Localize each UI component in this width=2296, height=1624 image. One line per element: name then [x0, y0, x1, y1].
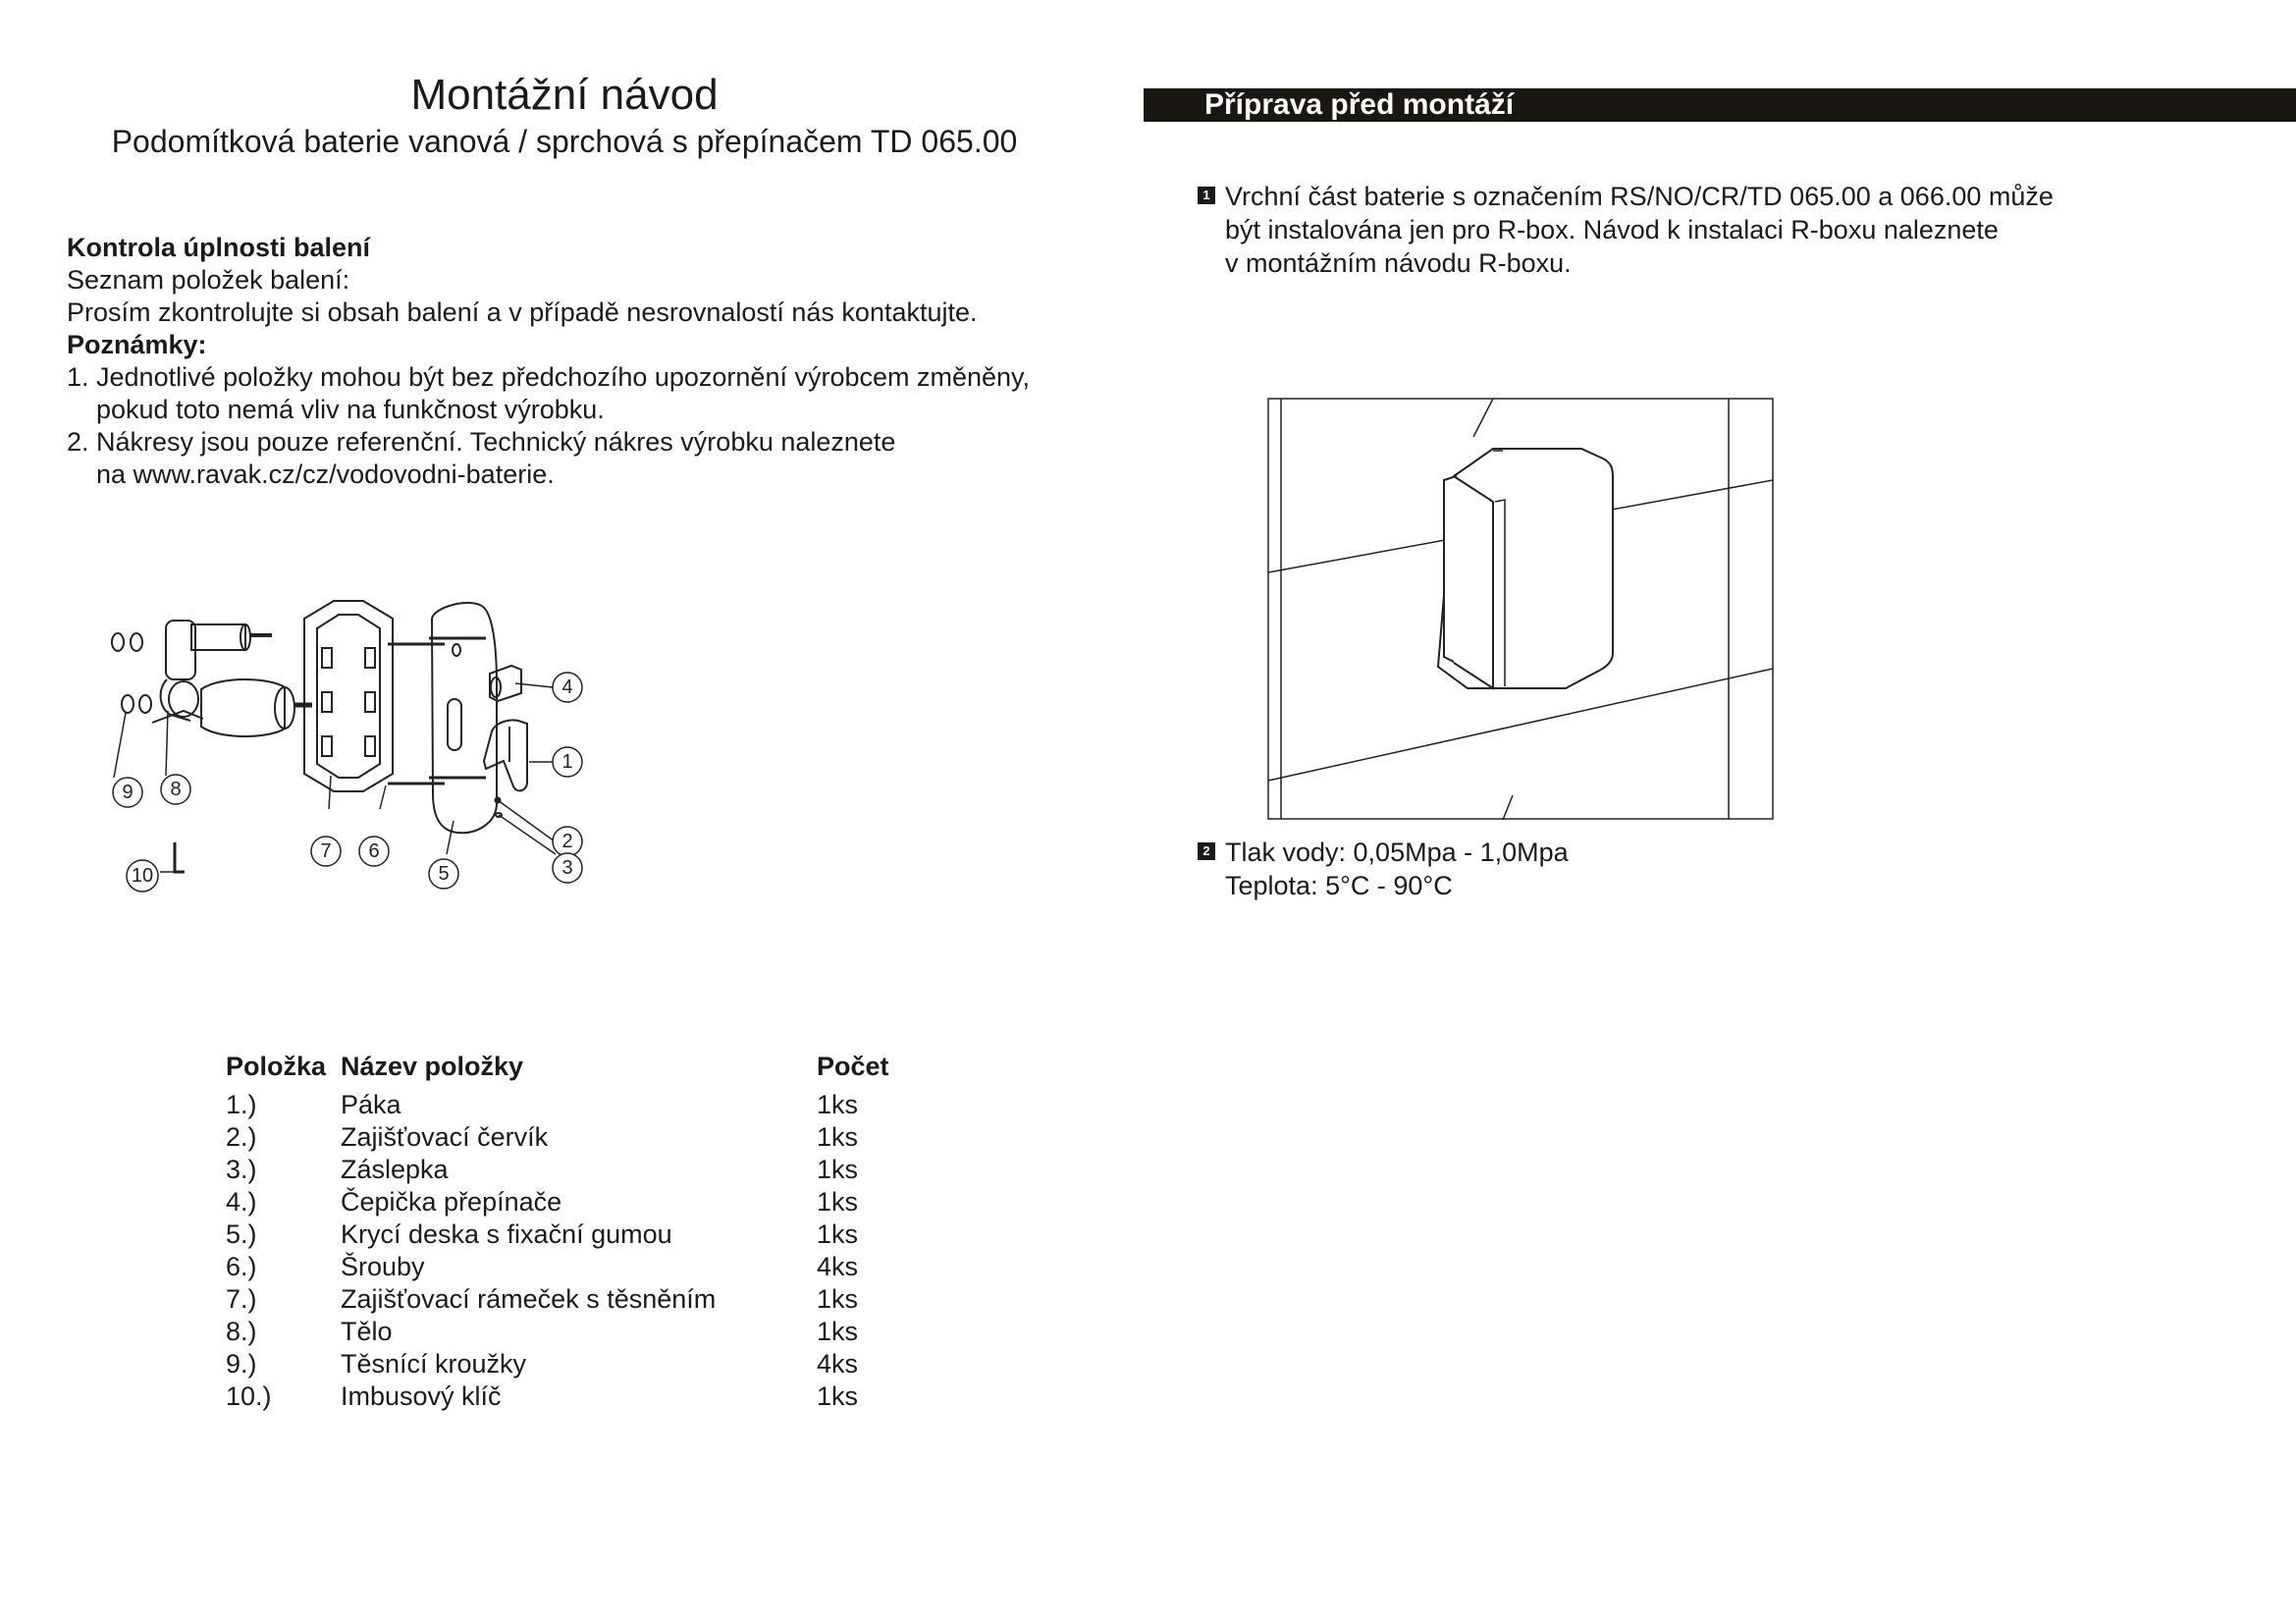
- row-name: Zajišťovací rámeček s těsněním: [341, 1284, 717, 1314]
- row-count: 4ks: [817, 1349, 859, 1379]
- callout-2-label: 2: [561, 831, 573, 852]
- row-num: 1.): [226, 1090, 257, 1119]
- page-subtitle: Podomítková baterie vanová / sprchová s přepínačem TD 065.00: [111, 124, 1018, 159]
- table-row: [226, 1251, 915, 1283]
- callout-10-label: 10: [131, 865, 154, 887]
- lever-illustration: [484, 720, 527, 790]
- callout-7-label: 7: [320, 840, 332, 862]
- table-row: [226, 1283, 915, 1316]
- package-instruction: Prosím zkontrolujte si obsah balení a v případě nesrovnalostí nás kontaktujte.: [67, 298, 978, 327]
- row-count: 1ks: [817, 1317, 859, 1346]
- row-num: 6.): [226, 1252, 257, 1281]
- note-2-line-2: na www.ravak.cz/cz/vodovodni-baterie.: [96, 460, 555, 489]
- mounting-frame-illustration: [304, 601, 393, 791]
- row-name: Zajišťovací červík: [341, 1122, 549, 1152]
- step-2-line-2: Teplota: 5°C - 90°C: [1225, 871, 1453, 900]
- row-name: Záslepka: [341, 1155, 449, 1184]
- hex-key-illustration: [175, 842, 185, 872]
- table-row: [226, 1218, 915, 1251]
- row-count: 1ks: [817, 1381, 859, 1411]
- row-num: 10.): [226, 1381, 272, 1411]
- parts-table: [226, 1051, 915, 1413]
- row-count: 1ks: [817, 1219, 859, 1249]
- table-row: [226, 1348, 915, 1380]
- row-num: 5.): [226, 1219, 257, 1249]
- row-name: Tělo: [341, 1317, 393, 1346]
- package-check-section: [67, 232, 1107, 491]
- row-name: Krycí deska s fixační gumou: [341, 1219, 672, 1249]
- screws-illustration: [388, 638, 486, 784]
- valve-body-illustration: [152, 621, 312, 736]
- row-name: Těsnící kroužky: [341, 1349, 527, 1379]
- row-count: 1ks: [817, 1284, 859, 1314]
- rbox-wall-drawing: [1267, 398, 1774, 820]
- header-count: Počet: [817, 1052, 889, 1081]
- row-count: 1ks: [817, 1187, 859, 1217]
- notes-heading: Poznámky:: [67, 330, 207, 359]
- row-num: 9.): [226, 1349, 257, 1379]
- row-count: 1ks: [817, 1155, 859, 1184]
- callout-5-label: 5: [438, 863, 450, 885]
- row-name: Čepička přepínače: [341, 1187, 562, 1217]
- note-1-line-1: 1. Jednotlivé položky mohou být bez předchozího upozornění výrobcem změněny,: [67, 362, 1031, 392]
- note-2-line-1: 2. Nákresy jsou pouze referenční. Technický nákres výrobku naleznete: [67, 427, 896, 457]
- row-count: 4ks: [817, 1252, 859, 1281]
- step-1-line-1: Vrchní část baterie s označením RS/NO/CR/TD 065.00 a 066.00 může: [1225, 182, 2054, 211]
- row-num: 2.): [226, 1122, 257, 1152]
- step-1-badge: 1: [1198, 187, 1215, 204]
- step-2-badge: 2: [1198, 842, 1215, 860]
- step-1: [1198, 180, 2296, 280]
- preparation-heading-bar: [1144, 88, 2296, 122]
- callout-3-label: 3: [561, 857, 573, 879]
- row-num: 8.): [226, 1317, 257, 1346]
- row-name: Imbusový klíč: [341, 1381, 502, 1411]
- table-row: [226, 1380, 915, 1413]
- row-count: 1ks: [817, 1122, 859, 1152]
- row-num: 7.): [226, 1284, 257, 1314]
- step-2-line-1: Tlak vody: 0,05Mpa - 1,0Mpa: [1225, 838, 1569, 867]
- preparation-heading: Příprava před montáží: [1204, 88, 1515, 121]
- row-count: 1ks: [817, 1090, 859, 1119]
- row-name: Páka: [341, 1090, 401, 1119]
- table-row: [226, 1186, 915, 1218]
- header-item: Položka: [226, 1052, 327, 1081]
- callout-8-label: 8: [170, 779, 182, 800]
- table-row: [226, 1089, 915, 1121]
- callout-6-label: 6: [368, 840, 380, 862]
- note-1-line-2: pokud toto nemá vliv na funkčnost výrobku.: [96, 395, 605, 424]
- row-num: 3.): [226, 1155, 257, 1184]
- header-name: Název položky: [341, 1052, 524, 1081]
- o-rings-illustration: [112, 633, 151, 713]
- note-2: [67, 426, 1107, 491]
- callout-1-label: 1: [561, 751, 573, 773]
- table-row: [226, 1121, 915, 1154]
- step-1-line-3: v montážním návodu R-boxu.: [1225, 248, 1572, 278]
- callout-4-label: 4: [561, 677, 573, 698]
- row-name: Šrouby: [341, 1252, 425, 1281]
- row-num: 4.): [226, 1187, 257, 1217]
- exploded-parts-drawing: [93, 589, 898, 952]
- table-row: [226, 1154, 915, 1186]
- parts-table-header: [226, 1051, 915, 1089]
- package-check-heading: Kontrola úplnosti balení: [67, 233, 370, 262]
- step-2: [1198, 836, 2296, 902]
- table-row: [226, 1316, 915, 1348]
- package-list-label: Seznam položek balení:: [67, 265, 350, 295]
- step-1-line-2: být instalována jen pro R-box. Návod k instalaci R-boxu naleznete: [1225, 215, 1999, 244]
- rbox-cover-illustration: [1438, 449, 1613, 688]
- page-title: Montážní návod: [410, 71, 719, 119]
- note-1: [67, 361, 1107, 426]
- callout-9-label: 9: [122, 782, 133, 803]
